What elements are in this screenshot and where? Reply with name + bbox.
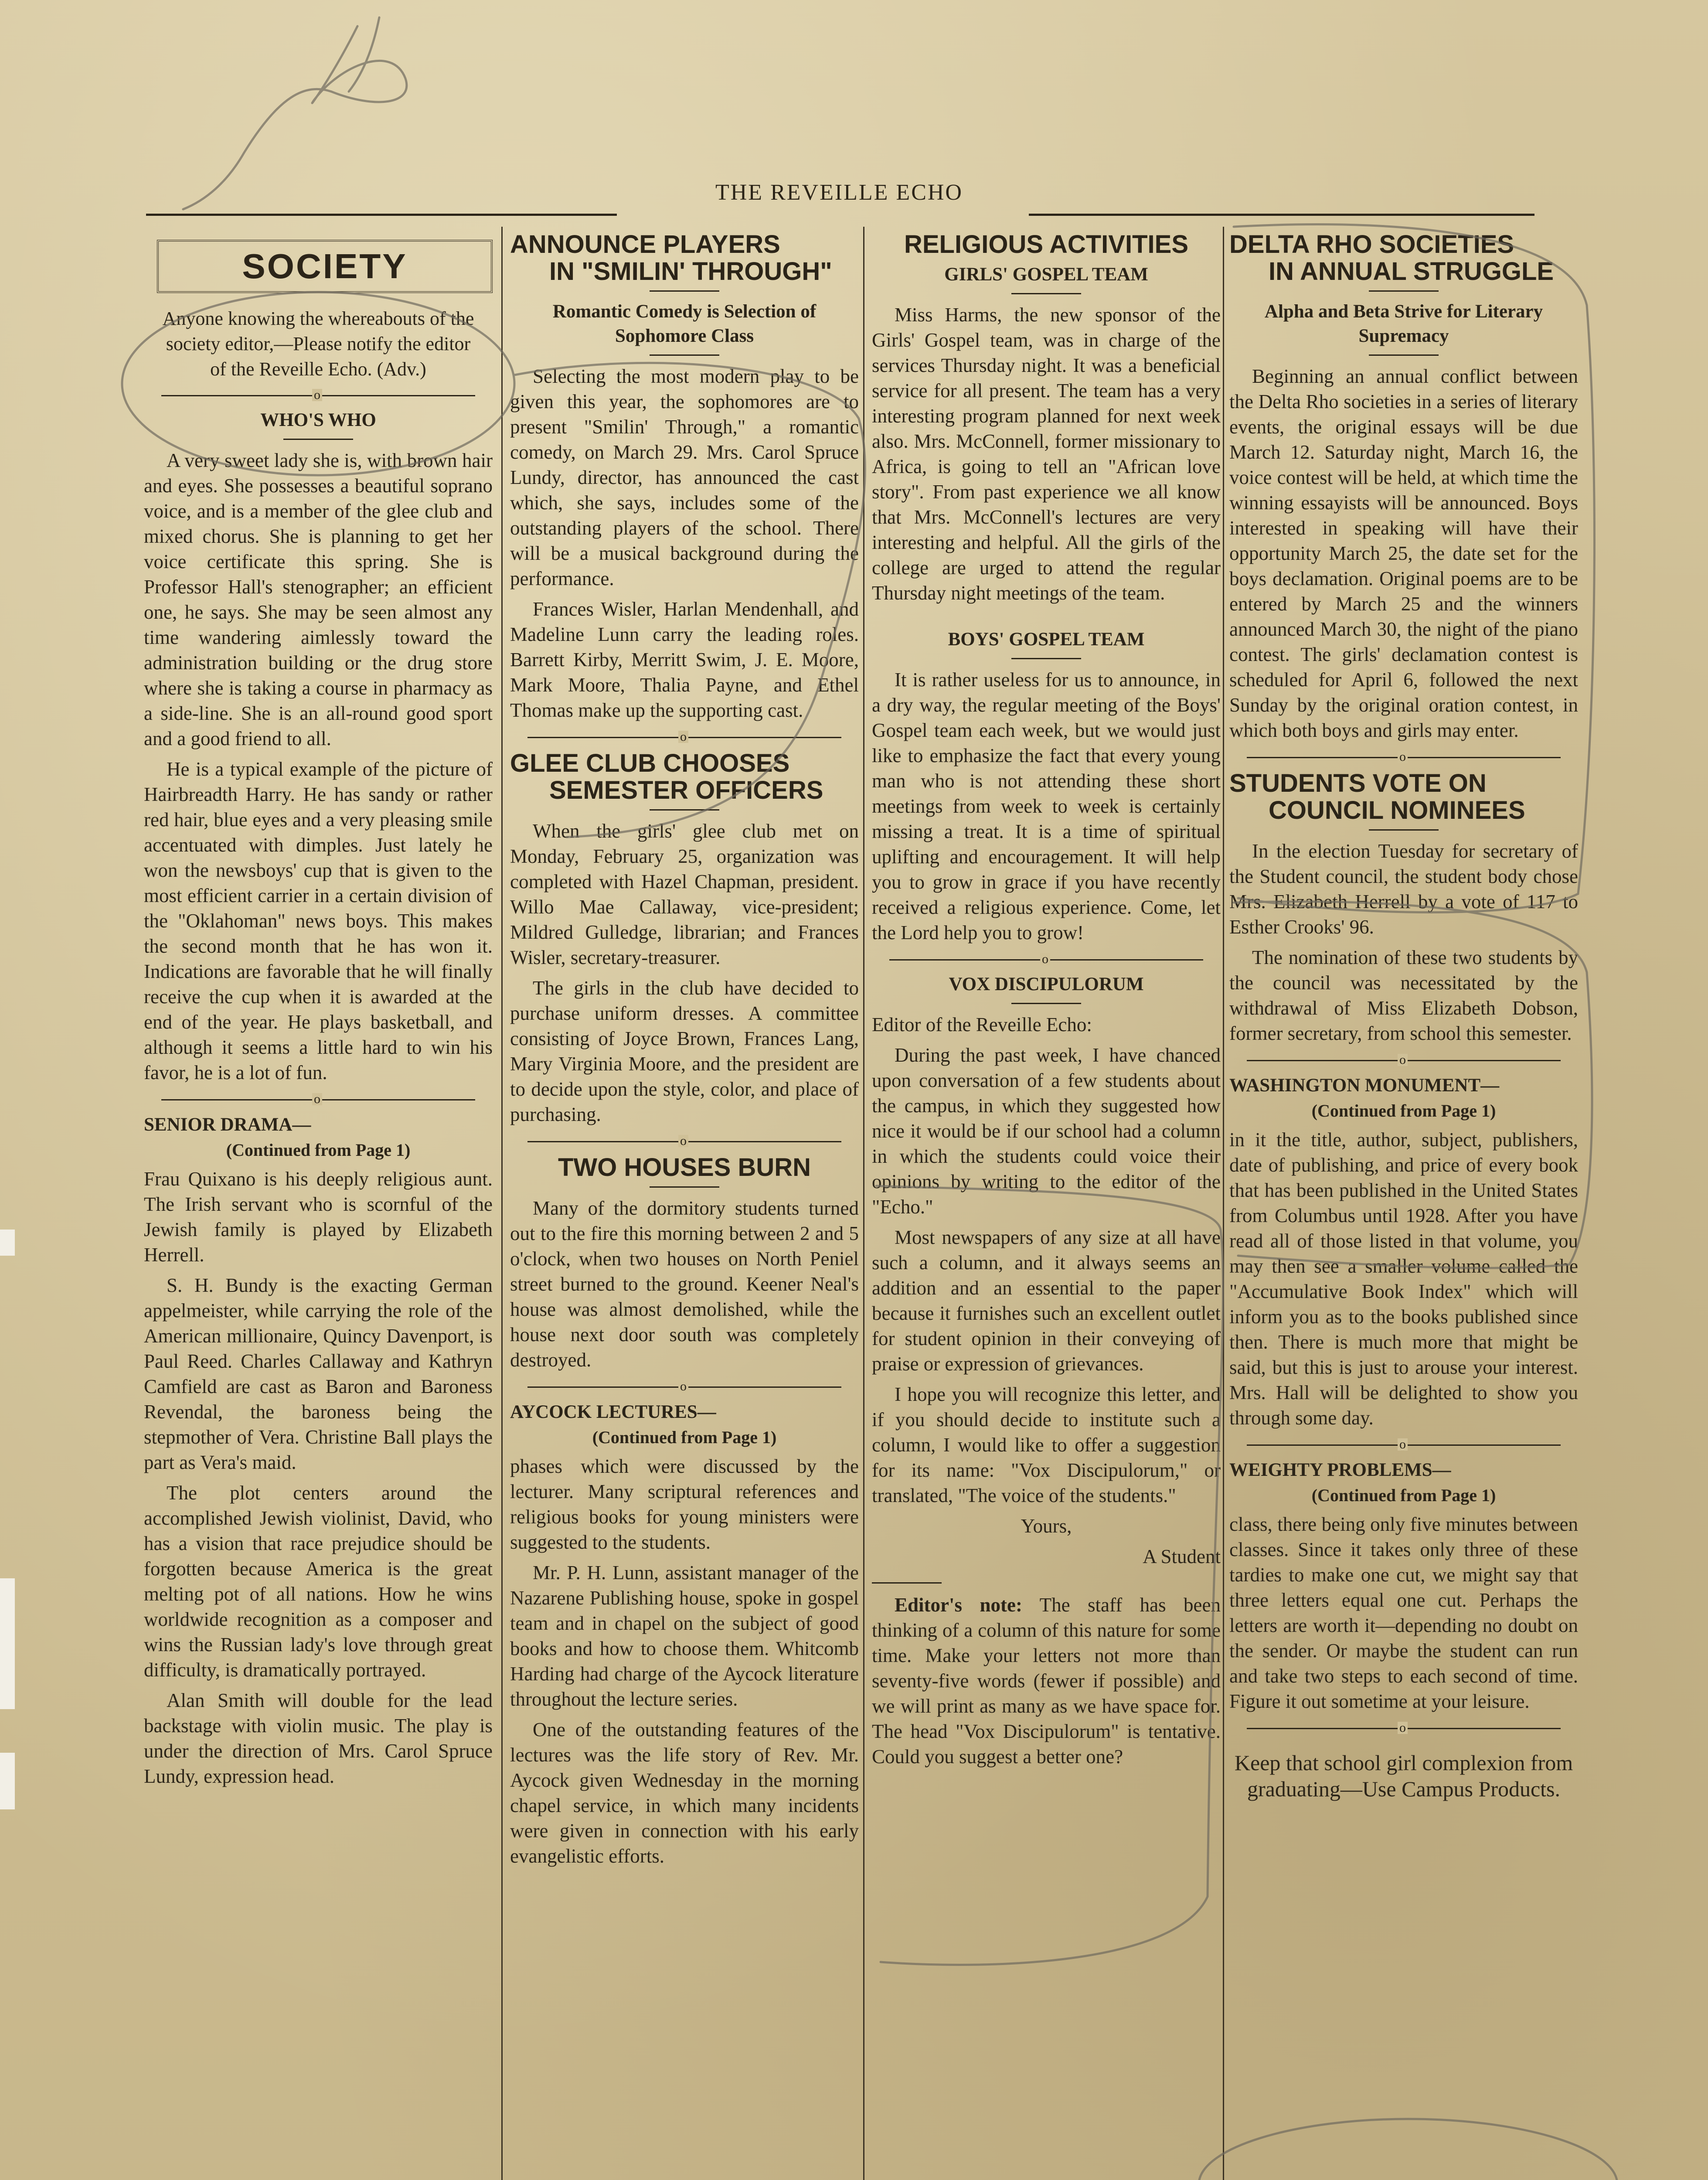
divider bbox=[1011, 1003, 1081, 1004]
article-paragraph: Most newspapers of any size at all have such a column, and it always seems an addition and an essential to the paper because it furnishes such an excellent outlet for student opinion in their conveying of praise or expression of grievances. bbox=[872, 1226, 1221, 1375]
masthead-rule bbox=[146, 214, 617, 216]
students-vote-headline: STUDENTS VOTE ON COUNCIL NOMINEES bbox=[1229, 769, 1525, 824]
continued-note: (Continued from Page 1) bbox=[1311, 1485, 1496, 1505]
boys-gospel-heading: BOYS' GOSPEL TEAM bbox=[948, 629, 1145, 650]
delta-rho-headline: DELTA RHO SOCIETIES IN ANNUAL STRUGGLE bbox=[1229, 230, 1554, 286]
society-heading: SOCIETY bbox=[157, 240, 493, 293]
divider bbox=[1369, 354, 1439, 356]
delta-rho-subhead: Alpha and Beta Strive for Literary Supremacy bbox=[1264, 301, 1543, 346]
editors-note-label: Editor's note: bbox=[895, 1594, 1022, 1616]
divider bbox=[650, 290, 719, 292]
article-paragraph: Many of the dormitory students turned out to the fire this morning between 2 and 5 o'clock, when two houses on North Peniel street burned to the ground. Keener Neal's house was almost demolished, while the house next door south was completely destroyed. bbox=[510, 1197, 859, 1371]
article-paragraph: Frau Quixano is his deeply religious aunt. The Irish servant who is scornful of the Jewish family is played by Elizabeth Herrell. bbox=[144, 1168, 493, 1266]
masthead: THE REVEILLE ECHO bbox=[715, 180, 963, 205]
divider bbox=[650, 1186, 719, 1188]
girls-gospel-heading: GIRLS' GOSPEL TEAM bbox=[944, 264, 1148, 285]
column-rule bbox=[501, 227, 503, 2180]
article-paragraph: I hope you will recognize this letter, and if you should decide to institute such a column, I would like to offer a suggestion for its name: "Vox Discipulorum," or translated, "The voice of the students." bbox=[872, 1383, 1221, 1506]
article-paragraph: in it the title, author, subject, publishers, date of publishing, and price of every book that has been published in the United States from Columbus until 1928. After you have read all of those listed in that volume, you may then see a smaller volume called the "Accumulative Book Index" which will inform you as to the books published since then. There is much more that might be said, but this is just to arouse your interest. Mrs. Hall will be delighted to show you through some day. bbox=[1229, 1129, 1578, 1429]
ornament-rule: o bbox=[1247, 748, 1561, 766]
ornament-rule: o bbox=[1247, 1051, 1561, 1069]
divider bbox=[650, 354, 719, 356]
column-rule bbox=[1223, 227, 1224, 2180]
senior-drama-heading: SENIOR DRAMA— bbox=[144, 1114, 311, 1135]
article-paragraph: During the past week, I have chanced upon conversation of a few students about the campus, in which they suggested how nice it would be if our school had a column in which the students could voice their opinions by writing to the editor of the "Echo." bbox=[872, 1044, 1221, 1218]
ornament-rule: o bbox=[527, 728, 841, 746]
article-paragraph: In the election Tuesday for secretary of the Student council, the student body chose Mrs. Elizabeth Herrell by a vote of 117 to Esther Crooks' 96. bbox=[1229, 840, 1578, 938]
ornament-rule: o bbox=[527, 1132, 841, 1150]
divider bbox=[650, 809, 719, 811]
column-4 bbox=[1229, 227, 1578, 2180]
letter-salutation: Editor of the Reveille Echo: bbox=[872, 1014, 1092, 1036]
campus-products-ad: Keep that school girl complexion from graduating—Use Campus Products. bbox=[1234, 1751, 1573, 1801]
weighty-heading: WEIGHTY PROBLEMS— bbox=[1229, 1460, 1451, 1480]
article-paragraph: He is a typical example of the picture of Hairbreadth Harry. He has sandy or rather red hair, blue eyes and a very pleasing smile accentuated with dimples. Just lately he won the newsboys' cup that is given to the most efficient carrier in a certain division of the "Oklahoman" news boys. This makes the second month that he has won it. Indications are favorable that he will finally receive the cup when it is awarded at the end of the year. He plays basketball, and although it seems a little hard to win his favor, he is a lot of fun. bbox=[144, 758, 493, 1083]
column-2 bbox=[510, 227, 859, 2180]
ornament-rule: o bbox=[1247, 1436, 1561, 1453]
article-paragraph: The nomination of these two students by the council was necessitated by the withdrawal of Miss Elizabeth Dobson, former secretary, from school this semester. bbox=[1229, 947, 1578, 1044]
torn-edge bbox=[0, 1230, 15, 1256]
torn-edge bbox=[0, 1753, 15, 1809]
editors-note: Editor's note: The staff has been thinking of a column of this nature for some time. Make your letters not more than seventy-five words (fewer if possible) and we will print as many as we have space for. The head "Vox Discipulorum" is tentative. Could you suggest a better one? bbox=[872, 1594, 1221, 1768]
article-paragraph: Frances Wisler, Harlan Mendenhall, and Madeline Lunn carry the leading roles. Barrett Kirby, Merritt Swim, J. E. Moore, Mark Moore, Thalia Payne, and Ethel Thomas make up the supporting cast. bbox=[510, 598, 859, 721]
players-headline: ANNOUNCE PLAYERS IN "SMILIN' THROUGH" bbox=[510, 230, 832, 286]
ornament-rule: o bbox=[527, 1378, 841, 1395]
article-paragraph: A very sweet lady she is, with brown hair and eyes. She possesses a beautiful soprano voice, and is a member of the glee club and mixed chorus. She is planning to get her voice certificate this spring. She is Professor Hall's stenographer; an efficient one, he says. She may be seen almost any time wandering aimlessly toward the administration building or the drug store where she is taking a course in pharmacy as a side-line. She is an all-round good sport and a good friend to all. bbox=[144, 450, 493, 749]
torn-edge bbox=[0, 1578, 15, 1709]
ornament-rule: o bbox=[161, 1090, 475, 1108]
article-paragraph: The plot centers around the accomplished Jewish violinist, David, who has a vision that race prejudice should be forgotten because America is the great melting pot of all nations. How he wins worldwide recognition as a composer and wins the Russian lady's love through great difficulty, is dramatically portrayed. bbox=[144, 1482, 493, 1681]
column-3 bbox=[872, 227, 1221, 2180]
pencil-loop bbox=[349, 17, 379, 92]
washington-heading: WASHINGTON MONUMENT— bbox=[1229, 1075, 1500, 1096]
whos-who-heading: WHO'S WHO bbox=[260, 410, 376, 430]
ornament-rule: o bbox=[161, 386, 475, 404]
letter-closing: Yours, bbox=[1021, 1515, 1072, 1537]
aycock-heading: AYCOCK LECTURES— bbox=[510, 1402, 716, 1422]
article-paragraph: Mr. P. H. Lunn, assistant manager of the Nazarene Publishing house, spoke in gospel team and in chapel on the subject of good books and how to choose them. Whitcomb Harding had charge of the Aycock literature throughout the lecture series. bbox=[510, 1562, 859, 1710]
continued-note: (Continued from Page 1) bbox=[592, 1427, 777, 1447]
divider bbox=[1369, 290, 1439, 292]
masthead-rule bbox=[1029, 214, 1534, 216]
article-paragraph: The girls in the club have decided to purchase uniform dresses. A committee consisting of Joyce Brown, Frances Lang, Mary Virginia Moore, and the president are to decide upon the style, color, and place of purchasing. bbox=[510, 977, 859, 1125]
society-notice: Anyone knowing the whereabouts of the society editor,—Please notify the editor of the Reveille Echo. (Adv.) bbox=[162, 308, 474, 380]
article-paragraph: It is rather useless for us to announce, in a dry way, the regular meeting of the Boys' Gospel team each week, but we would just like to emphasize the fact that every young man who is not attending these short meetings from week to week is certainly missing a treat. It is a time of spiritual uplifting and encouragement. It will help you to grow in grace if you have recently received a religious experience. Come, let the Lord help you to grow! bbox=[872, 669, 1221, 944]
divider bbox=[872, 1582, 942, 1584]
column-1 bbox=[144, 227, 493, 2180]
divider bbox=[283, 439, 353, 440]
ornament-rule: o bbox=[889, 950, 1203, 968]
article-paragraph: class, there being only five minutes between classes. Since it takes only three of these tardies to make one cut, we might say that three letters equal one cut. Perhaps the letters are worth it—depending no doubt on the sender. Or maybe the student can run and take two steps to each second of time. Figure it out sometime at your leisure. bbox=[1229, 1513, 1578, 1712]
article-paragraph: When the girls' glee club met on Monday, February 25, organization was completed with Hazel Chapman, president. Willo Mae Callaway, vice-president; Mildred Gulledge, librarian; and Frances Wisler, secretary-treasurer. bbox=[510, 820, 859, 968]
article-paragraph: Selecting the most modern play to be given this year, the sophomores are to present "Smilin' Through," a romantic comedy, on March 29. Mrs. Carol Spruce Lundy, director, has announced the cast which, she says, includes some of the outstanding players of the school. There will be a musical background during the performance. bbox=[510, 365, 859, 589]
vox-heading: VOX DISCIPULORUM bbox=[949, 974, 1144, 995]
column-rule bbox=[863, 227, 864, 2180]
article-paragraph: Miss Harms, the new sponsor of the Girls' Gospel team, was in charge of the services Thursday night. It was a beneficial service for all present. The team has a very interesting program planned for next week also. Mrs. McConnell, former missionary to Africa, is going to tell an "African love story". From past experience we all know that Mrs. McConnell's lectures are very interesting and helpful. All the girls of the college are urged to attend the regular Thursday night meetings of the team. bbox=[872, 304, 1221, 604]
divider bbox=[1011, 658, 1081, 659]
houses-burn-headline: TWO HOUSES BURN bbox=[558, 1153, 811, 1182]
article-paragraph: S. H. Bundy is the exacting German appelmeister, while carrying the role of the American millionaire, Quincy Davenport, is Paul Reed. Charles Callaway and Kathryn Camfield are cast as Baron and Baroness Revendal, the baroness being the stepmother of Vera. Christine Ball plays the part as Vera's maid. bbox=[144, 1274, 493, 1473]
continued-note: (Continued from Page 1) bbox=[1311, 1101, 1496, 1121]
players-subhead: Romantic Comedy is Selection of Sophomore Class bbox=[552, 301, 817, 346]
divider bbox=[1011, 293, 1081, 294]
letter-signature: A Student bbox=[1143, 1546, 1221, 1567]
article-paragraph: Beginning an annual conflict between the Delta Rho societies in a series of literary events, the original essays will be due March 12. Saturday night, March 16, the voice contest will be held, at which time the winning essayists will be announced. Boys interested in speaking will have their opportunity March 25, the date set for the boys declamation. Original poems are to be entered by March 25 and the winners announced March 30, the night of the piano contest. The girls' declamation contest is scheduled for April 6, followed the next Sunday by the original oration contest, in which both boys and girls may enter. bbox=[1229, 365, 1578, 741]
article-paragraph: phases which were discussed by the lecturer. Many scriptural references and religious books for young ministers were suggested to the students. bbox=[510, 1455, 859, 1553]
ornament-rule: o bbox=[1247, 1719, 1561, 1737]
article-paragraph: One of the outstanding features of the lectures was the life story of Rev. Mr. Aycock given Wednesday in the morning chapel service, in which many incidents were given in connection with his early evangelistic efforts. bbox=[510, 1719, 859, 1867]
divider bbox=[1369, 829, 1439, 831]
religious-headline: RELIGIOUS ACTIVITIES bbox=[904, 230, 1189, 259]
continued-note: (Continued from Page 1) bbox=[226, 1140, 411, 1160]
article-paragraph: Alan Smith will double for the lead backstage with violin music. The play is under the direction of Mrs. Carol Spruce Lundy, expression head. bbox=[144, 1690, 493, 1787]
glee-club-headline: GLEE CLUB CHOOSES SEMESTER OFFICERS bbox=[510, 749, 823, 804]
